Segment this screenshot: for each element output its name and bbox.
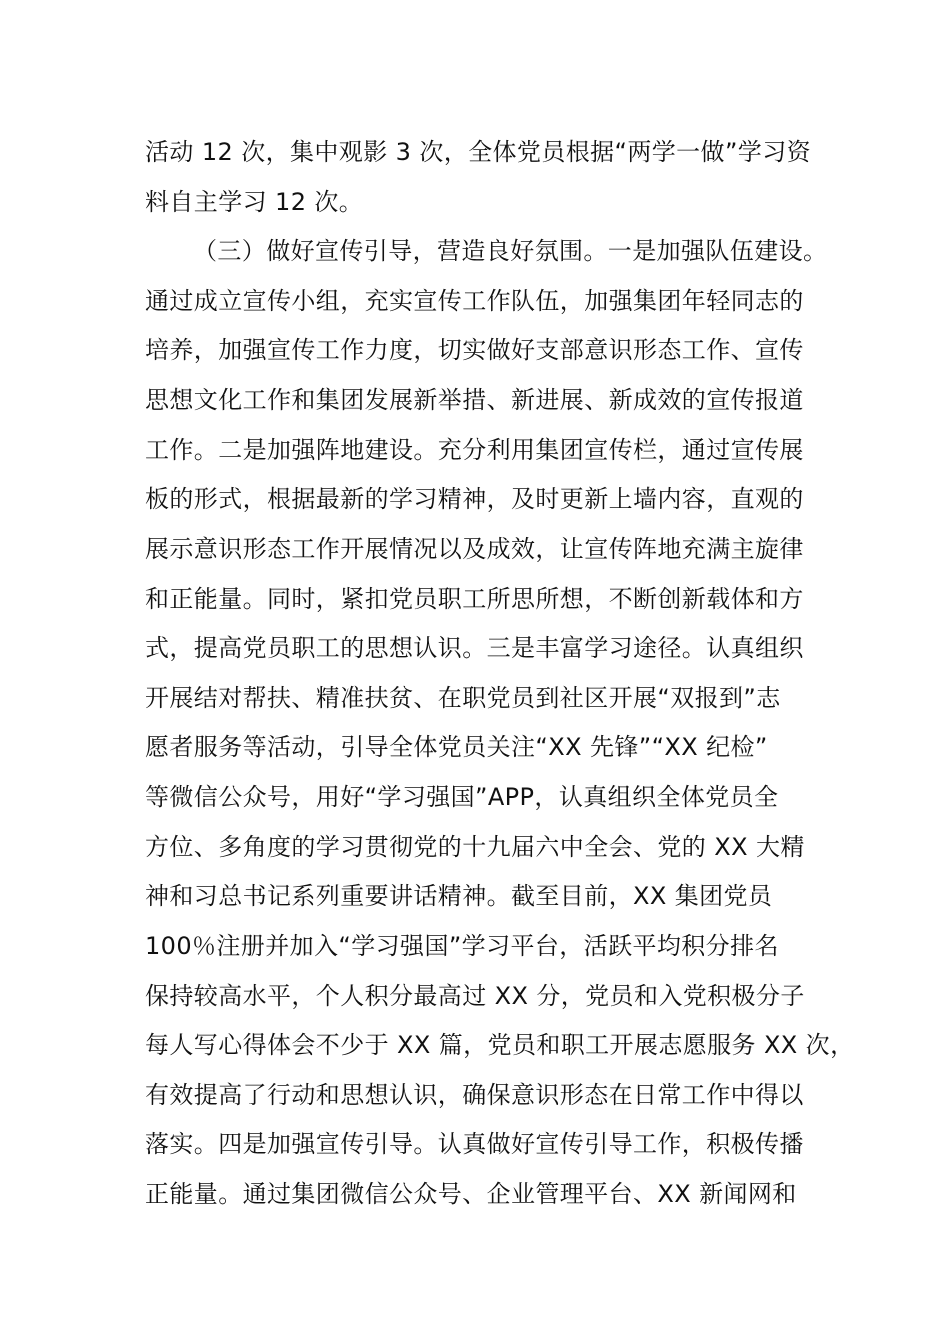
text-line: 思想文化工作和集团发展新举措、新进展、新成效的宣传报道: [145, 386, 804, 414]
text-line: 通过成立宣传小组，充实宣传工作队伍，加强集团年轻同志的: [145, 287, 804, 315]
text-line: 等微信公众号，用好“学习强国”APP，认真组织全体党员全: [145, 783, 779, 811]
text-line: 式，提高党员职工的思想认识。三是丰富学习途径。认真组织: [145, 634, 804, 662]
text-line: 神和习总书记系列重要讲话精神。截至目前，XX 集团党员: [145, 882, 773, 910]
text-line: 培养，加强宣传工作力度，切实做好支部意识形态工作、宣传: [145, 336, 804, 364]
text-line: 方位、多角度的学习贯彻党的十九届六中全会、党的 XX 大精: [145, 833, 805, 861]
text-line: 落实。四是加强宣传引导。认真做好宣传引导工作，积极传播: [145, 1130, 804, 1158]
text-line: 100％注册并加入“学习强国”学习平台，活跃平均积分排名: [145, 932, 779, 960]
text-line: 料自主学习 12 次。: [145, 188, 364, 216]
text-line: 愿者服务等活动，引导全体党员关注“XX 先锋”“XX 纪检”: [145, 733, 768, 761]
paragraph-heading-line: （三）做好宣传引导，营造良好氛围。一是加强队伍建设。: [193, 237, 828, 265]
text-line: 正能量。通过集团微信公众号、企业管理平台、XX 新闻网和: [145, 1180, 797, 1208]
text-line: 展示意识形态工作开展情况以及成效，让宣传阵地充满主旋律: [145, 535, 804, 563]
text-line: 开展结对帮扶、精准扶贫、在职党员到社区开展“双报到”志: [145, 684, 781, 712]
text-line: 板的形式，根据最新的学习精神，及时更新上墙内容，直观的: [145, 485, 804, 513]
text-line: 每人写心得体会不少于 XX 篇，党员和职工开展志愿服务 XX 次，: [145, 1031, 855, 1059]
text-line: 工作。二是加强阵地建设。充分利用集团宣传栏，通过宣传展: [145, 436, 804, 464]
text-line: 活动 12 次，集中观影 3 次，全体党员根据“两学一做”学习资: [145, 138, 811, 166]
text-line: 和正能量。同时，紧扣党员职工所思所想，不断创新载体和方: [145, 585, 804, 613]
text-line: 保持较高水平，个人积分最高过 XX 分，党员和入党积极分子: [145, 982, 805, 1010]
text-line: 有效提高了行动和思想认识，确保意识形态在日常工作中得以: [145, 1081, 804, 1109]
